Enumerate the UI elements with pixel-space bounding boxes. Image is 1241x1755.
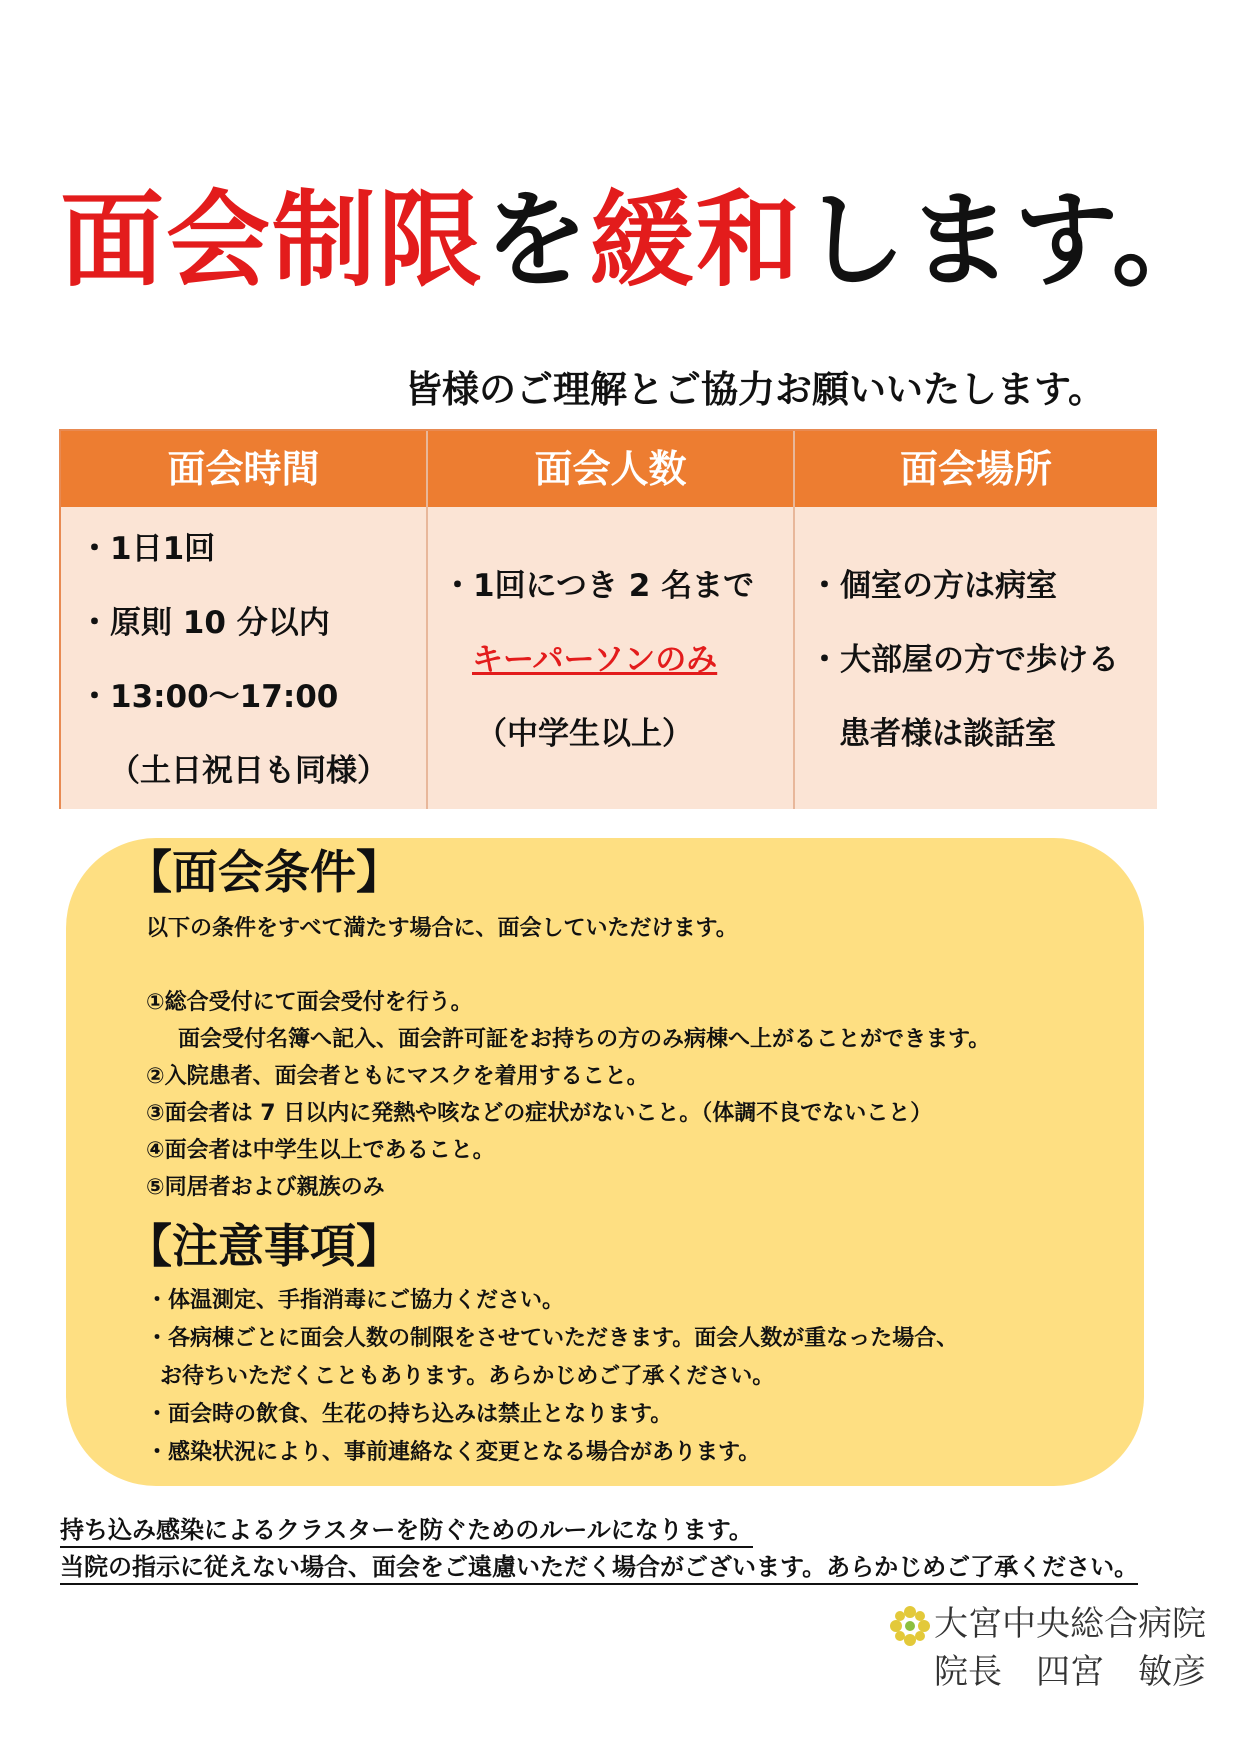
conditions-box [66, 838, 1144, 1486]
title-part-shimasu: します。 [802, 179, 1218, 301]
hospital-name: 大宮中央総合病院 [934, 1604, 1206, 1644]
column-divider [426, 431, 428, 809]
time-line-4: （土日祝日も同様） [109, 753, 388, 789]
title-part-restriction: 面会制限 [60, 179, 485, 301]
header-visitor-count: 面会人数 [428, 431, 793, 507]
note-item: ・感染状況により、事前連絡なく変更となる場合があります。 [146, 1440, 761, 1465]
header-visit-time: 面会時間 [61, 431, 426, 507]
header-visit-place: 面会場所 [795, 431, 1157, 507]
condition-item: ④面会者は中学生以上であること。 [146, 1138, 495, 1163]
time-line-2: ・原則 10 分以内 [79, 605, 330, 641]
cell-visitor-count [428, 507, 793, 809]
note-item: ・面会時の飲食、生花の持ち込みは禁止となります。 [146, 1402, 673, 1427]
count-line-3: （中学生以上） [476, 716, 693, 752]
place-line-2: ・大部屋の方で歩ける [809, 642, 1119, 678]
title-part-wo: を [484, 179, 591, 301]
time-line-1: ・1日1回 [79, 531, 216, 567]
visit-info-table [59, 429, 1157, 809]
title-part-relax: 緩和 [590, 179, 803, 301]
director-name: 院長 四宮 敏彦 [934, 1652, 1206, 1692]
conditions-heading: 【面会条件】 [126, 845, 402, 899]
column-divider [793, 431, 795, 809]
note-item: ・各病棟ごとに面会人数の制限をさせていただきます。面会人数が重なった場合、 [146, 1326, 959, 1351]
place-line-3: 患者様は談話室 [839, 716, 1056, 752]
footer-line-2: 当院の指示に従えない場合、面会をご遠慮いただく場合がございます。あらかじめご了承ください。 [60, 1551, 1138, 1585]
condition-item: ②入院患者、面会者ともにマスクを着用すること。 [146, 1064, 649, 1089]
condition-item: ①総合受付にて面会受付を行う。 [146, 990, 473, 1015]
condition-item: 面会受付名簿へ記入、面会許可証をお持ちの方のみ病棟へ上がることができます。 [178, 1027, 991, 1052]
condition-item: ⑤同居者および親族のみ [146, 1175, 385, 1200]
keyperson-only: キーパーソンのみ [472, 642, 718, 678]
subtitle: 皆様のご理解とご協力お願いいたします。 [405, 368, 1106, 411]
flower-logo-icon [888, 1604, 932, 1648]
note-item: お待ちいただくこともあります。あらかじめご了承ください。 [160, 1364, 775, 1389]
conditions-intro: 以下の条件をすべて満たす場合に、面会していただけます。 [146, 916, 738, 941]
footer-line-1: 持ち込み感染によるクラスターを防ぐためのルールになります。 [60, 1514, 753, 1548]
time-line-3: ・13:00～17:00 [79, 679, 339, 715]
place-line-1: ・個室の方は病室 [809, 568, 1057, 604]
condition-item: ③面会者は 7 日以内に発熱や咳などの症状がないこと。（体調不良でないこと） [146, 1101, 933, 1126]
cell-visit-time [61, 507, 426, 809]
page-title [60, 179, 1218, 301]
cell-visit-place [795, 507, 1157, 809]
note-item: ・体温測定、手指消毒にご協力ください。 [146, 1288, 565, 1313]
notes-heading: 【注意事項】 [126, 1219, 402, 1273]
count-line-1: ・1回につき 2 名まで [442, 568, 755, 604]
